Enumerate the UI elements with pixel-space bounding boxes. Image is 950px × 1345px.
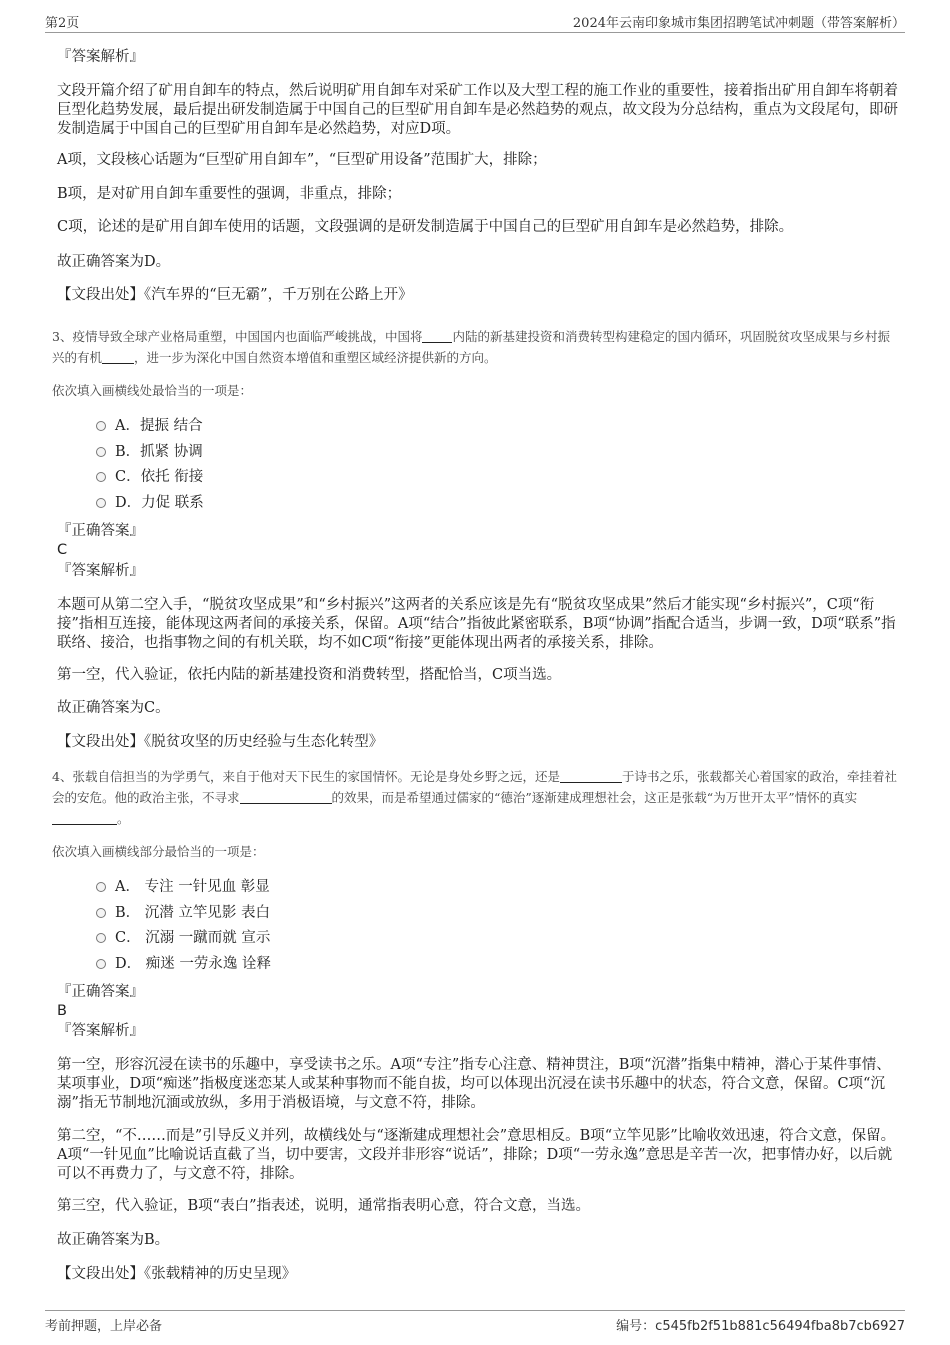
q2-analysis-para-4: C项，论述的是矿用自卸车使用的话题，文段强调的是研发制造属于中国自己的巨型矿用自卸车是必然趋势，排除。 <box>57 219 794 235</box>
q2-analysis-title: 『答案解析』 <box>57 49 144 65</box>
q2-analysis-para-2: A项，文段核心话题为“巨型矿用自卸车”，“巨型矿用设备”范围扩大，排除； <box>57 152 547 168</box>
q3-answer-title: 『正确答案』 <box>57 523 144 539</box>
q3-blank-1 <box>422 329 452 343</box>
page-header <box>45 12 905 33</box>
q4-prompt: 依次填入画横线部分最恰当的一项是： <box>52 844 265 859</box>
q2-analysis-para-3: B项，是对矿用自卸车重要性的强调，非重点，排除； <box>57 186 402 202</box>
radio-icon[interactable] <box>96 959 106 969</box>
q4-analysis-conclusion: 故正确答案为B。 <box>57 1232 170 1248</box>
q4-answer: B <box>57 1003 67 1019</box>
page-number: 第2页 <box>45 16 80 31</box>
radio-icon[interactable] <box>96 933 106 943</box>
q4-blank-1 <box>560 769 622 783</box>
q4-analysis-para-1: 第一空，形容沉浸在读书的乐趣中，享受读书之乐。A项“专注”指专心注意、精神贯注，B项“沉潜”指集中精神，潜心于某件事情、某项事业，D项“痴迷”指极度迷恋某人或某种事物而不能自拔，均可以体现出沉浸在读书乐趣中的状态，符合文意，保留。C项“沉溺”指无节制地沉湎或放纵，多用于消极语境，与文意不符，排除。 <box>57 1057 891 1111</box>
q4-answer-title: 『正确答案』 <box>57 984 144 1000</box>
q3-option-d[interactable]: D．力促 联系 <box>96 494 204 512</box>
radio-icon[interactable] <box>96 498 106 508</box>
q4-blank-2 <box>240 790 332 804</box>
q4-blank-3 <box>52 811 117 825</box>
q3-stem: 3、疫情导致全球产业格局重塑，中国国内也面临严峻挑战，中国将 内陆的新基建投资和消费转型构建稳定的国内循环，巩固脱贫攻坚成果与乡村振兴的有机 ，进一步为深化中国自然资本增值和重塑区域经济提供新的方向。 <box>52 329 890 365</box>
q4-option-a[interactable]: A． 专注 一针见血 彰显 <box>96 878 270 896</box>
q3-analysis-para-2: 第一空，代入验证，依托内陆的新基建投资和消费转型，搭配恰当，C项当选。 <box>57 667 562 683</box>
radio-icon[interactable] <box>96 908 106 918</box>
q2-analysis-para-1: 文段开篇介绍了矿用自卸车的特点，然后说明矿用自卸车对采矿工作以及大型工程的施工作业的重要性，接着指出矿用自卸车将朝着巨型化趋势发展，最后提出研发制造属于中国自己的巨型矿用自卸车是必然趋势的观点，故文段为分总结构，重点为文段尾句，即研发制造属于中国自己的巨型矿用自卸车是必然趋势，对应D项。 <box>57 83 898 137</box>
radio-icon[interactable] <box>96 447 106 457</box>
q3-source: 【文段出处】《脱贫攻坚的历史经验与生态化转型》 <box>57 734 384 750</box>
radio-icon[interactable] <box>96 882 106 892</box>
q4-analysis-para-3: 第三空，代入验证，B项“表白”指表述，说明，通常指表明心意，符合文意，当选。 <box>57 1198 590 1214</box>
q4-analysis-title: 『答案解析』 <box>57 1023 144 1039</box>
q3-analysis-para-1: 本题可从第二空入手，“脱贫攻坚成果”和“乡村振兴”这两者的关系应该是先有“脱贫攻坚成果”然后才能实现“乡村振兴”，C项“衔接”指相互连接，能体现这两者间的承接关系，保留。A项“结合”指彼此紧密联系，B项“协调”指配合适当，步调一致，D项“联系”指联络、接洽，也指事物之间的有机关联，均不如C项“衔接”更能体现出两者的承接关系，排除。 <box>57 597 896 651</box>
document-title: 2024年云南印象城市集团招聘笔试冲刺题（带答案解析） <box>572 16 905 31</box>
q3-analysis-conclusion: 故正确答案为C。 <box>57 700 170 716</box>
q3-blank-2 <box>102 350 134 364</box>
q3-option-c[interactable]: C．依托 衔接 <box>96 468 203 486</box>
q4-option-b[interactable]: B． 沉潜 立竿见影 表白 <box>96 904 270 922</box>
q3-option-a[interactable]: A．提振 结合 <box>96 417 203 435</box>
q4-analysis-para-2: 第二空，“不……而是”引导反义并列，故横线处与“逐渐建成理想社会”意思相反。B项“立竿见影”比喻收效迅速，符合文意，保留。A项“一针见血”比喻说话直截了当，切中要害，文段并非形容“说话”，排除；D项“一劳永逸”意思是辛苦一次，把事情办好，以后就可以不再费力了，与文意不符，排除。 <box>57 1128 896 1182</box>
q4-option-c[interactable]: C． 沉溺 一蹴而就 宣示 <box>96 929 270 947</box>
q3-answer: C <box>57 542 68 558</box>
q3-option-b[interactable]: B．抓紧 协调 <box>96 443 203 461</box>
q3-analysis-title: 『答案解析』 <box>57 563 144 579</box>
q4-stem: 4、张载自信担当的为学勇气，来自于他对天下民生的家国情怀。无论是身处乡野之远，还是 于诗书之乐，张载都关心着国家的政治，牵挂着社会的安危。他的政治主张，不寻求 的效果，而是希望通过儒家的“德治”逐渐建成理想社会，这正是张载“为万世开太平”情怀的真实。 <box>52 769 897 826</box>
page-footer <box>45 1310 905 1335</box>
radio-icon[interactable] <box>96 421 106 431</box>
q4-option-d[interactable]: D． 痴迷 一劳永逸 诠释 <box>96 955 271 973</box>
q2-analysis-conclusion: 故正确答案为D。 <box>57 254 171 270</box>
q2-source: 【文段出处】《汽车界的“巨无霸”，千万别在公路上开》 <box>57 287 413 303</box>
q4-source: 【文段出处】《张载精神的历史呈现》 <box>57 1266 297 1282</box>
document-code: 编号：c545fb2f51b881c56494fba8b7cb6927 <box>616 1319 905 1334</box>
q3-prompt: 依次填入画横线处最恰当的一项是： <box>52 383 253 398</box>
footer-slogan: 考前押题，上岸必备 <box>45 1319 163 1334</box>
radio-icon[interactable] <box>96 472 106 482</box>
